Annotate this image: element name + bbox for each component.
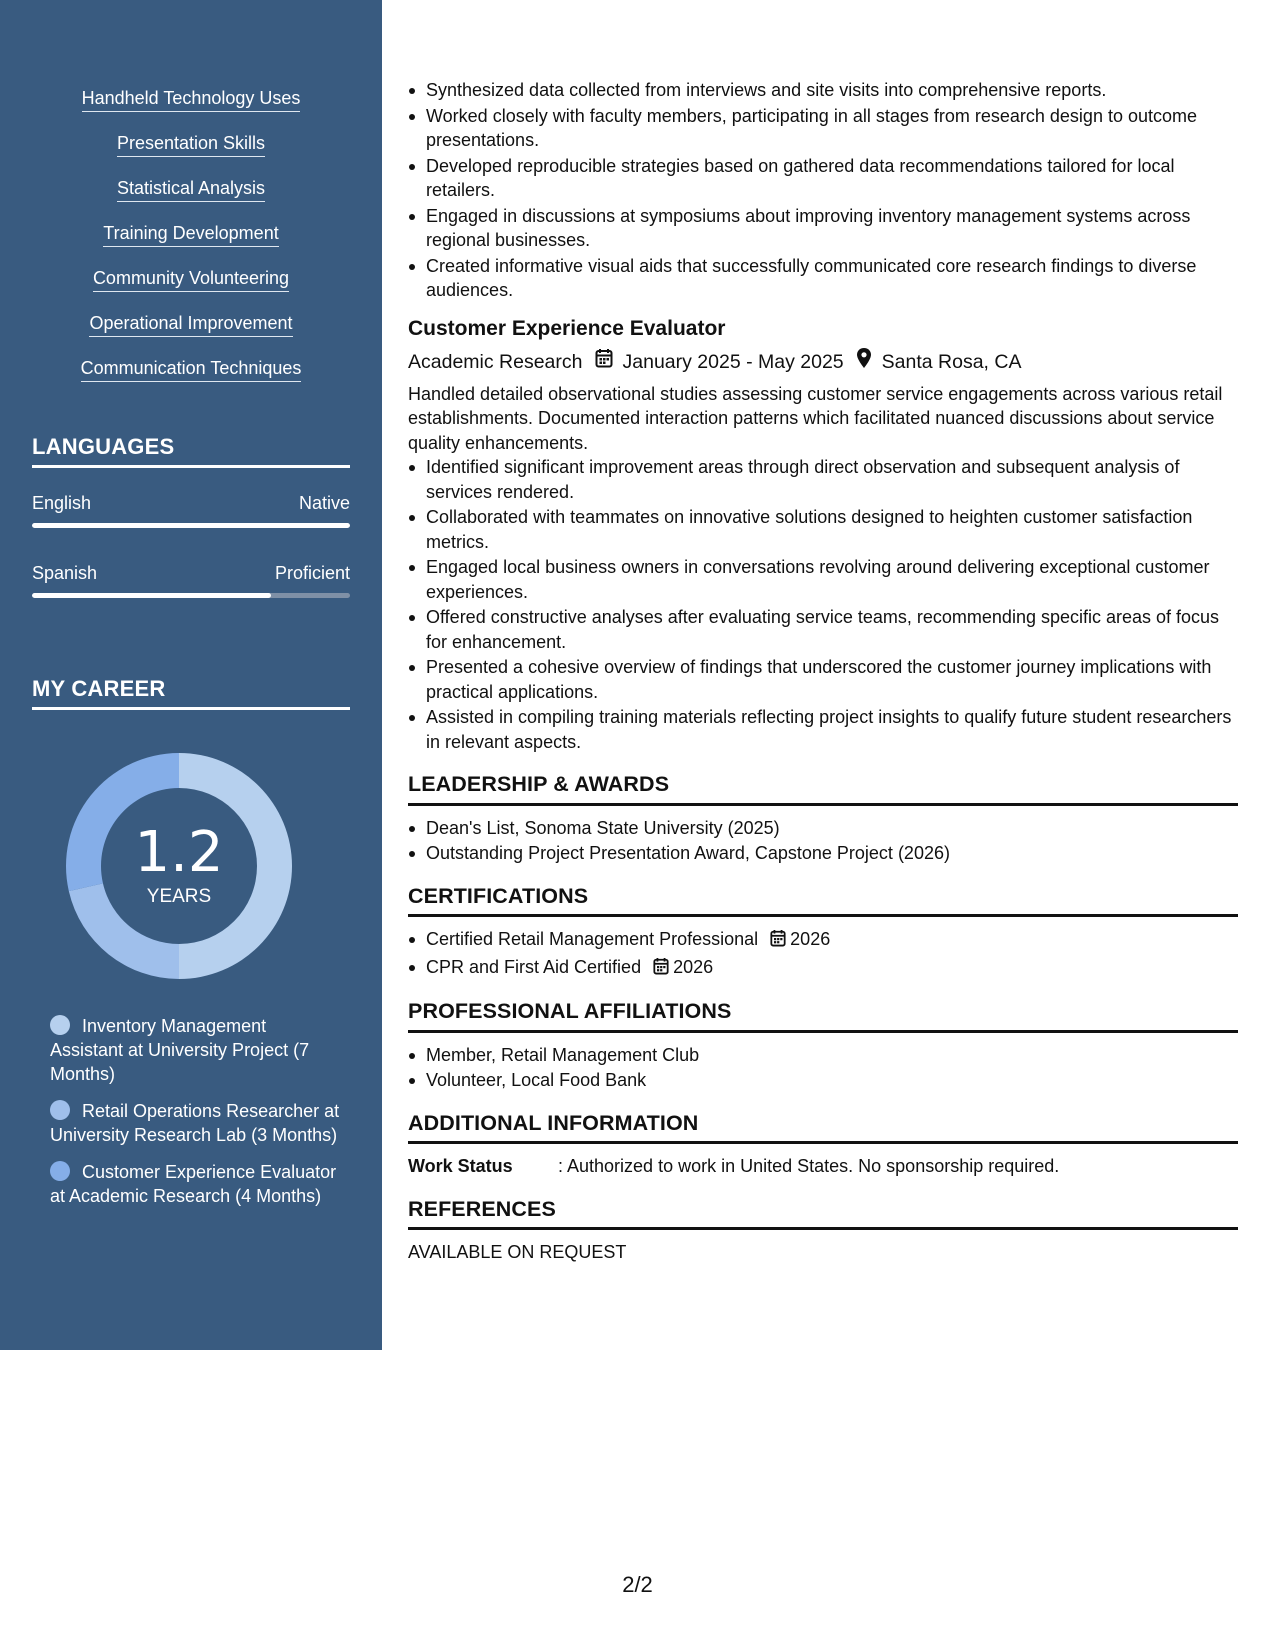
language-bar-fill [32,593,271,598]
additional-info-heading: ADDITIONAL INFORMATION [408,1111,1238,1145]
bullet-item: Synthesized data collected from interviews and site visits into comprehensive reports. [408,78,1238,103]
language-row-spanish [32,563,350,584]
map-pin-icon [856,347,872,377]
main-content [408,78,1238,1265]
certification-name: Certified Retail Management Professional [426,929,759,949]
language-name: Spanish [32,563,98,583]
bullet-item: Engaged local business owners in conversations revolving around delivering exceptional customer experiences. [408,555,1238,604]
certification-item [408,955,1238,982]
bullet-item: Volunteer, Local Food Bank [408,1068,1238,1093]
skill-item: Community Volunteering [93,266,289,292]
work-status-value: : Authorized to work in United States. No sponsorship required. [558,1156,1060,1176]
skill-item: Handheld Technology Uses [82,86,301,112]
page-number: 2/2 [622,1572,653,1597]
languages-heading: LANGUAGES [32,434,350,468]
skills-list [0,86,382,401]
language-bar-spanish [32,593,350,598]
language-row-english [32,493,350,514]
bullet-item: Outstanding Project Presentation Award, Capstone Project (2026) [408,841,1238,866]
career-years-value: 1.2 [134,820,224,885]
certification-year: 2026 [673,956,714,977]
language-name: English [32,493,92,513]
bullet-item: Presented a cohesive overview of findings that underscored the customer journey implications with practical applications. [408,655,1238,704]
calendar-icon [770,929,786,954]
career-legend [50,1014,340,1221]
bullet-item: Worked closely with faculty members, participating in all stages from research design to outcome presentations. [408,104,1238,153]
bullet-item: Dean's List, Sonoma State University (2025) [408,816,1238,841]
career-donut-chart [66,753,292,979]
bullet-item: Assisted in compiling training materials reflecting project insights to qualify future student researchers in relevant aspects. [408,705,1238,754]
job-meta [408,347,1238,377]
career-legend-item [50,1014,340,1086]
certification-name: CPR and First Aid Certified [426,956,642,977]
career-legend-item [50,1160,340,1208]
career-legend-item [50,1099,340,1147]
skill-item: Training Development [103,221,278,247]
skill-item: Statistical Analysis [117,176,265,202]
certification-item [408,927,1238,954]
references-heading: REFERENCES [408,1197,1238,1231]
language-level: Proficient [274,563,350,583]
bullet-item: Collaborated with teammates on innovative solutions designed to heighten customer satisfaction metrics. [408,505,1238,554]
bullet-item: Engaged in discussions at symposiums about improving inventory management systems across regional businesses. [408,204,1238,253]
job-dates: January 2025 - May 2025 [622,350,844,373]
previous-job-bullets [408,78,1238,303]
career-legend-label: Inventory Management Assistant at University Project (7 Months) [50,1016,310,1084]
work-status-row [408,1154,1238,1179]
bullet-item: Developed reproducible strategies based on gathered data recommendations tailored for local retailers. [408,154,1238,203]
language-level: Native [298,493,350,513]
skill-item: Communication Techniques [81,356,302,382]
job-description: Handled detailed observational studies assessing customer service engagements across various retail establishments. Documented interaction patterns which facilitated nuanced discussions about service quality enhancements. [408,383,1223,453]
skill-item: Operational Improvement [89,311,292,337]
bullet-item: Identified significant improvement areas through direct observation and subsequent analysis of services rendered. [408,455,1238,504]
job-bullets [408,455,1238,754]
leadership-heading: LEADERSHIP & AWARDS [408,772,1238,806]
donut-center [66,753,292,979]
job-location: Santa Rosa, CA [881,350,1022,373]
certifications-heading: CERTIFICATIONS [408,884,1238,918]
certifications-list [408,927,1238,981]
bullet-item: Created informative visual aids that successfully communicated core research findings to diverse audiences. [408,254,1238,303]
calendar-icon [653,957,669,982]
career-legend-label: Retail Operations Researcher at University Research Lab (3 Months) [50,1101,340,1145]
affiliations-heading: PROFESSIONAL AFFILIATIONS [408,999,1238,1033]
job-title: Customer Experience Evaluator [408,316,726,340]
legend-dot-icon [50,1100,70,1120]
career-years-unit: YEARS [146,886,212,907]
certification-year: 2026 [790,929,831,949]
career-legend-label: Customer Experience Evaluator at Academic Research (4 Months) [50,1162,337,1206]
calendar-icon [595,348,613,376]
work-status-label: Work Status [408,1156,513,1176]
job-company: Academic Research [408,350,583,373]
language-bar-english [32,523,350,528]
bullet-item: Member, Retail Management Club [408,1043,1238,1068]
leadership-list [408,816,1238,866]
sidebar [0,0,382,1350]
language-bar-fill [32,523,350,528]
legend-dot-icon [50,1161,70,1181]
legend-dot-icon [50,1015,70,1035]
career-heading: MY CAREER [32,676,350,710]
references-text: AVAILABLE ON REQUEST [408,1242,627,1262]
bullet-item: Offered constructive analyses after evaluating service teams, recommending specific areas of focus for enhancement. [408,605,1238,654]
skill-item: Presentation Skills [117,131,265,157]
affiliations-list [408,1043,1238,1093]
